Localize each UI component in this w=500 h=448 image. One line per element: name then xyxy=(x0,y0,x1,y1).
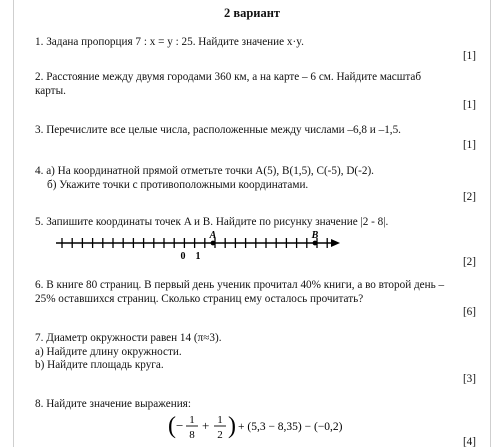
task-1 xyxy=(35,36,480,50)
label-zero: 0 xyxy=(180,251,186,262)
task-3-text: 3. Перечислите все целые числа, расположенные между числами –6,8 и –1,5. xyxy=(35,124,401,136)
minus-sign: − xyxy=(176,418,184,433)
point-a-label: A xyxy=(209,230,217,241)
task-8-text: 8. Найдите значение выражения: xyxy=(35,398,191,410)
task-5-score: [2] xyxy=(462,256,476,268)
task-1-text: 1. Задана пропорция 7 : x = y : 25. Найдите значение x·y. xyxy=(35,36,304,48)
task-2 xyxy=(35,71,480,98)
task-7-score: [3] xyxy=(462,373,476,385)
fraction-1-numerator: 1 xyxy=(189,414,195,426)
open-paren: ( xyxy=(168,413,176,439)
task-6 xyxy=(35,279,480,306)
task-4 xyxy=(35,165,480,192)
fraction-2-denominator: 2 xyxy=(217,429,223,441)
task-7-text-a: a) Найдите длину окружности. xyxy=(35,345,182,358)
close-paren: ) xyxy=(228,413,236,439)
task-3-score: [1] xyxy=(462,139,476,151)
plus-sign: + xyxy=(202,418,210,433)
number-line-arrow xyxy=(331,239,340,247)
task-4-text-a: 4. а) На координатной прямой отметьте точки A(5), B(1,5), C(-5), D(-2). xyxy=(35,165,374,177)
task-1-score: [1] xyxy=(462,50,476,62)
task-2-score: [1] xyxy=(462,99,476,111)
task-7 xyxy=(35,332,480,373)
task-6-text-line-1: 6. В книге 80 страниц. В первый день ученик прочитал 40% книги, а во второй день – xyxy=(35,279,445,291)
point-b-label: B xyxy=(311,230,319,241)
task-7-text-b: b) Найдите площадь круга. xyxy=(35,359,164,372)
task-3 xyxy=(35,124,480,138)
task-7-text-line-1: 7. Диаметр окружности равен 14 (π≈3). xyxy=(35,332,222,344)
task-4-score: [2] xyxy=(462,191,476,203)
task-6-text-line-2: 25% оставшихся страниц. Сколько страниц ему осталось прочитать? xyxy=(35,292,364,305)
label-one: 1 xyxy=(195,251,201,262)
task-2-text-line-2: карты. xyxy=(35,84,66,97)
variant-title: 2 вариант xyxy=(223,6,281,20)
worksheet-page xyxy=(13,0,491,447)
task-6-score: [6] xyxy=(462,306,476,318)
point-b-dot xyxy=(313,241,318,246)
number-line-figure xyxy=(52,228,342,262)
task-5-text: 5. Запишите координаты точек A и B. Найдите по рисунку значение |2 - 8|. xyxy=(35,216,389,228)
task-2-text-line-1: 2. Расстояние между двумя городами 360 км, а на карте – 6 см. Найдите масштаб xyxy=(35,71,422,83)
expression-rest: + (5,3 − 8,35) − (−0,2) xyxy=(238,421,343,433)
fraction-2-numerator: 1 xyxy=(217,414,223,426)
fraction-1-denominator: 8 xyxy=(189,429,195,441)
expression-figure xyxy=(166,408,366,447)
task-8-score: [4] xyxy=(462,436,476,448)
task-4-text-b: б) Укажите точки с противоположными координатами. xyxy=(47,178,309,191)
point-a-dot xyxy=(211,241,216,246)
